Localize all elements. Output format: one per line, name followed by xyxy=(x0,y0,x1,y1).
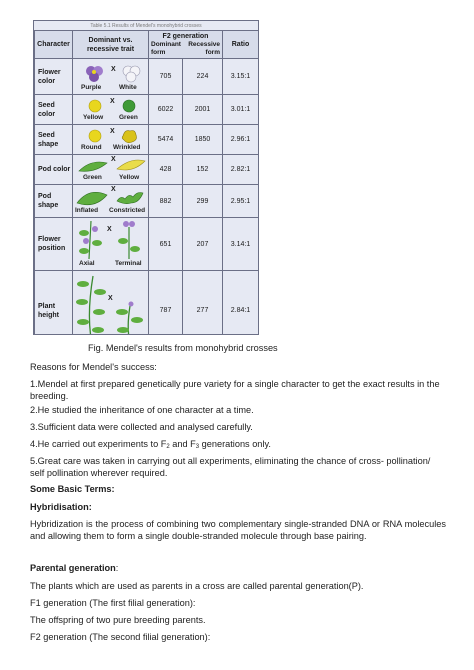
reason-3: 3.Sufficient data were collected and analysed carefully. xyxy=(30,422,253,432)
table-row xyxy=(35,271,259,336)
axial-plant-icon xyxy=(79,221,102,259)
dominant-label: Axial xyxy=(79,260,95,267)
header-dominant: Dominant form xyxy=(151,40,181,56)
dominant-label: Inflated xyxy=(75,207,99,214)
reason-2: 2.He studied the inheritance of one character at a time. xyxy=(30,405,254,415)
recessive-label: Green xyxy=(119,114,138,121)
recessive-count: 2001 xyxy=(183,95,223,125)
reasons-heading: Reasons for Mendel's success: xyxy=(30,362,157,372)
f1-text: The offspring of two pure breeding parents. xyxy=(30,615,206,625)
dominant-count: 428 xyxy=(149,155,183,185)
dominant-count: 882 xyxy=(149,185,183,218)
parental-heading-line xyxy=(30,562,118,574)
recessive-label: Yellow xyxy=(119,174,140,181)
header-character: Character xyxy=(35,31,73,59)
dominant-count: 651 xyxy=(149,218,183,271)
cross-symbol: X xyxy=(110,128,115,135)
mendel-results-figure xyxy=(33,20,259,335)
table-header-row xyxy=(35,31,259,59)
parental-text: The plants which are used as parents in a cross are called parental generation(P). xyxy=(30,581,364,591)
parental-colon: : xyxy=(115,563,119,573)
terminal-plant-icon xyxy=(118,221,140,259)
flower-illustration xyxy=(73,60,149,86)
inflated-pod-icon xyxy=(77,192,107,204)
cross-symbol: X xyxy=(110,98,115,105)
mendel-table xyxy=(34,30,259,335)
basic-terms-heading: Some Basic Terms: xyxy=(30,484,115,494)
cross-symbol: X xyxy=(111,186,116,193)
reason-4-sub-1: 2 xyxy=(166,444,170,450)
row-character: Pod color xyxy=(35,155,73,185)
table-row xyxy=(35,95,259,125)
table-row xyxy=(35,185,259,218)
white-flower-icon xyxy=(123,66,140,82)
ratio-value: 2.82:1 xyxy=(223,155,259,185)
row-character: Flower position xyxy=(35,218,73,271)
ratio-value: 3.01:1 xyxy=(223,95,259,125)
recessive-count: 1850 xyxy=(183,125,223,155)
green-seed-icon xyxy=(123,100,135,112)
dominant-count: 5474 xyxy=(149,125,183,155)
header-trait: Dominant vs. recessive trait xyxy=(73,31,149,59)
wrinkled-seed-icon xyxy=(122,131,136,143)
yellow-seed-icon xyxy=(89,100,101,112)
recessive-label: White xyxy=(119,84,137,91)
round-seed-icon xyxy=(89,130,101,142)
recessive-count: 152 xyxy=(183,155,223,185)
purple-flower-icon xyxy=(86,66,103,82)
reason-4-text-c: generations only. xyxy=(199,439,271,449)
header-recessive: Recessive form xyxy=(188,40,220,56)
table-row xyxy=(35,218,259,271)
header-f2-group xyxy=(149,31,223,59)
dwarf-plant-icon xyxy=(116,302,143,336)
recessive-label: Terminal xyxy=(115,260,142,267)
dominant-count: 705 xyxy=(149,59,183,95)
figure-caption: Fig. Mendel's results from monohybrid crosses xyxy=(88,343,278,353)
reason-4-text-a: 4.He carried out experiments to F xyxy=(30,439,167,449)
header-f2-label: F2 generation xyxy=(162,32,209,40)
recessive-count: 277 xyxy=(183,271,223,336)
f1-heading: F1 generation (The first filial generation): xyxy=(30,598,196,608)
recessive-label: Constricted xyxy=(109,207,146,214)
reason-4 xyxy=(30,438,271,453)
tall-plant-icon xyxy=(76,276,106,335)
recessive-count: 224 xyxy=(183,59,223,95)
parental-heading: Parental generation xyxy=(30,563,116,573)
constricted-pod-icon xyxy=(117,193,143,204)
row-character: Pod shape xyxy=(35,185,73,218)
recessive-count: 299 xyxy=(183,185,223,218)
dominant-count: 787 xyxy=(149,271,183,336)
reason-4-text-b: and F xyxy=(169,439,196,449)
ratio-value: 3.15:1 xyxy=(223,59,259,95)
dominant-count: 6022 xyxy=(149,95,183,125)
ratio-value: 2.84:1 xyxy=(223,271,259,336)
ratio-value: 2.95:1 xyxy=(223,185,259,218)
cross-symbol: X xyxy=(111,66,116,73)
table-row xyxy=(35,59,259,95)
cross-symbol: X xyxy=(108,295,113,302)
reason-1: 1.Mendel at first prepared genetically pure variety for a single character to get the exact results in the breeding. xyxy=(30,379,440,401)
recessive-label: Wrinkled xyxy=(113,144,141,151)
dominant-label: Yellow xyxy=(83,114,104,121)
green-pod-icon xyxy=(79,162,107,171)
dominant-label: Purple xyxy=(81,84,102,91)
reason-4-sub-2: 3 xyxy=(195,444,200,450)
row-character: Plant height xyxy=(35,271,73,336)
hybridisation-heading: Hybridisation: xyxy=(30,502,92,512)
cross-symbol: X xyxy=(111,156,116,163)
figure-header-note: Table 5.1 Results of Mendel's monohybrid crosses xyxy=(90,23,202,29)
yellow-pod-icon xyxy=(117,160,145,170)
header-ratio: Ratio xyxy=(223,31,259,59)
row-character: Flower color xyxy=(35,59,73,95)
ratio-value: 2.96:1 xyxy=(223,125,259,155)
dominant-label: Green xyxy=(83,174,102,181)
row-character: Seed color xyxy=(35,95,73,125)
ratio-value: 3.14:1 xyxy=(223,218,259,271)
table-row xyxy=(35,155,259,185)
dominant-label: Round xyxy=(81,144,102,151)
table-row xyxy=(35,125,259,155)
recessive-count: 207 xyxy=(183,218,223,271)
reason-5: 5.Great care was taken in carrying out all experiments, eliminating the chance of cross- pollination/ self pollination wherever required. xyxy=(30,456,431,478)
f2-heading: F2 generation (The second filial generation): xyxy=(30,632,211,642)
plant-height-illustration xyxy=(73,272,149,335)
cross-symbol: X xyxy=(107,226,112,233)
hybridisation-text: Hybridization is the process of combining two complementary single-stranded DNA or RNA molecules and allowing them to form a single double-stranded molecule through base pairing. xyxy=(30,519,446,541)
row-character: Seed shape xyxy=(35,125,73,155)
